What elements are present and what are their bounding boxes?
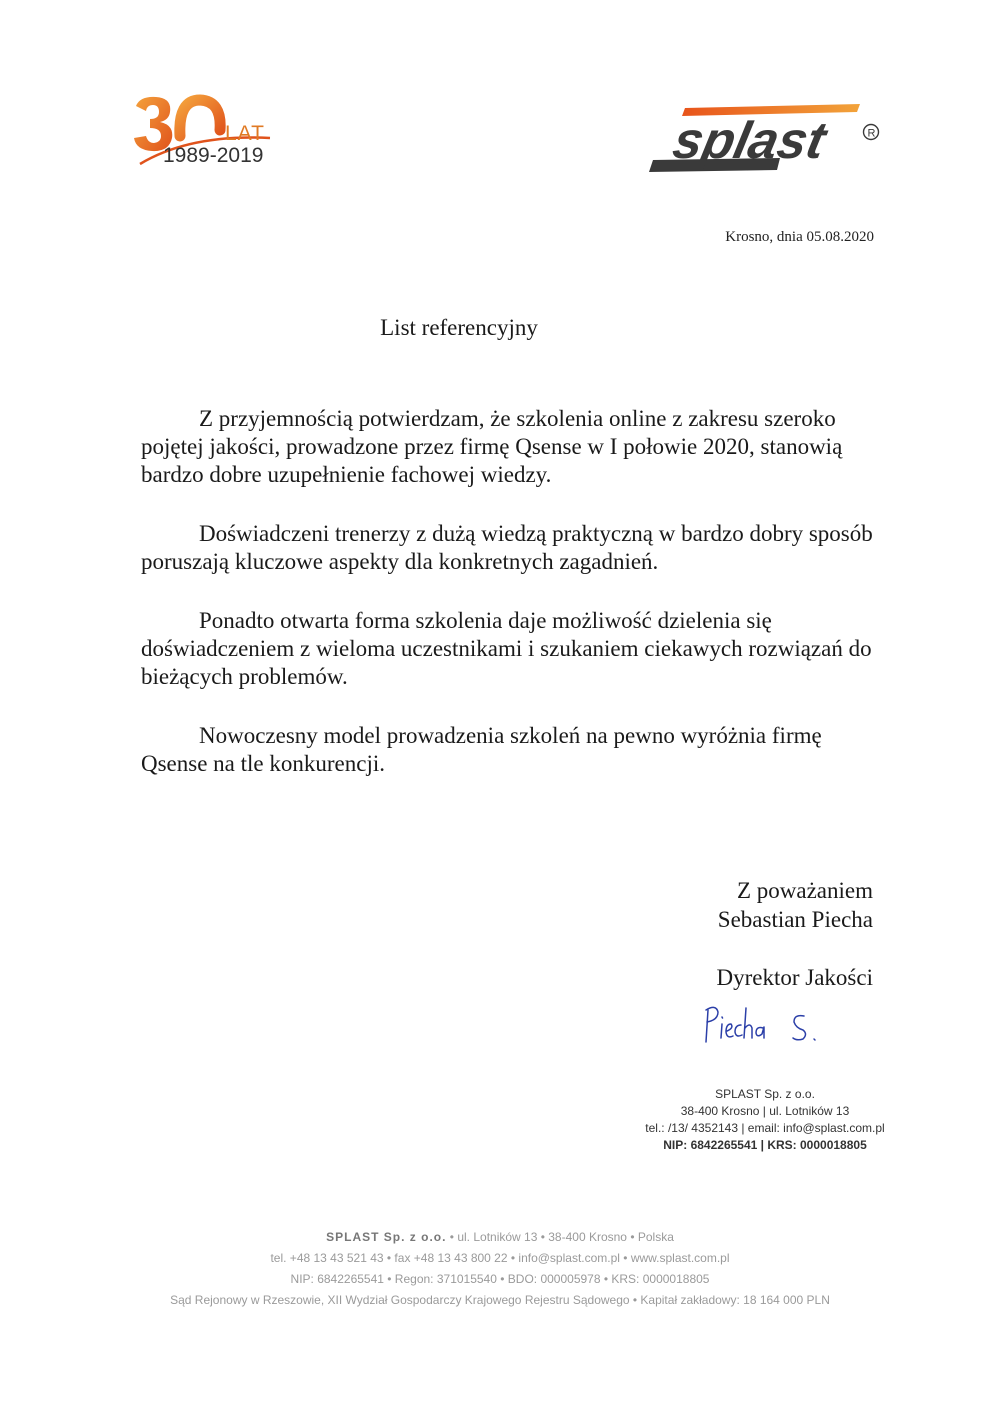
handwritten-signature: [700, 998, 830, 1053]
paragraph-1: Z przyjemnością potwierdzam, że szkolenia online z zakresu szeroko pojętej jakości, prowadzone przez firmę Qsense w I połowie 2020, stanowią bardzo dobre uzupełnienie fachowej wiedzy.: [141, 406, 843, 487]
closing-greeting: Z poważaniem: [736, 878, 873, 903]
signer-role: Dyrektor Jakości: [716, 965, 873, 990]
paragraph-4: Nowoczesny model prowadzenia szkoleń na pewno wyróżnia firmę Qsense na tle konkurencji.: [141, 723, 822, 776]
signer-name: Sebastian Piecha: [717, 907, 873, 932]
anniversary-label: LAT: [225, 122, 265, 145]
paragraph-2: Doświadczeni trenerzy z dużą wiedzą praktyczną w bardzo dobry sposób poruszają kluczowe aspekty dla konkretnych zagadnień.: [141, 521, 873, 574]
svg-text:splast: splast: [668, 111, 831, 170]
stamp-line-2: 38-400 Krosno | ul. Lotników 13: [680, 1104, 850, 1118]
company-stamp: [630, 1086, 900, 1154]
stamp-line-4: NIP: 6842265541 | KRS: 0000018805: [663, 1138, 867, 1152]
svg-text:R: R: [867, 127, 876, 140]
footer-line-1: [0, 1227, 1000, 1248]
splast-logo-graphic: [645, 100, 895, 180]
footer-line-3: NIP: 6842265541 • Regon: 371015540 • BDO: 000005978 • KRS: 0000018805: [290, 1272, 710, 1286]
footer-address: • ul. Lotników 13 • 38-400 Krosno • Polska: [446, 1230, 674, 1244]
closing-block: [717, 876, 874, 992]
stamp-line-1: SPLAST Sp. z o.o.: [715, 1087, 815, 1101]
company-footer: [0, 1227, 1000, 1311]
splast-logo: [645, 100, 895, 180]
stamp-line-3: tel.: /13/ 4352143 | email: info@splast.com.pl: [645, 1121, 885, 1135]
footer-line-4: Sąd Rejonowy w Rzeszowie, XII Wydział Gospodarczy Krajowego Rejestru Sądowego • Kapitał zakładowy: 18 164 000 PLN: [170, 1293, 830, 1307]
footer-line-2: tel. +48 13 43 521 43 • fax +48 13 43 800 22 • info@splast.com.pl • www.splast.com.pl: [270, 1251, 730, 1265]
paragraph-3: Ponadto otwarta forma szkolenia daje możliwość dzielenia się doświadczeniem z wieloma uczestnikami i szukaniem ciekawych rozwiązań do bieżących problemów.: [141, 608, 872, 689]
letter-body: [141, 405, 876, 809]
letter-title: List referencyjny: [380, 315, 538, 340]
footer-company: SPLAST Sp. z o.o.: [326, 1230, 447, 1244]
anniversary-logo: [130, 92, 280, 182]
date-line: Krosno, dnia 05.08.2020: [725, 229, 874, 245]
anniversary-years: 1989-2019: [163, 144, 264, 167]
